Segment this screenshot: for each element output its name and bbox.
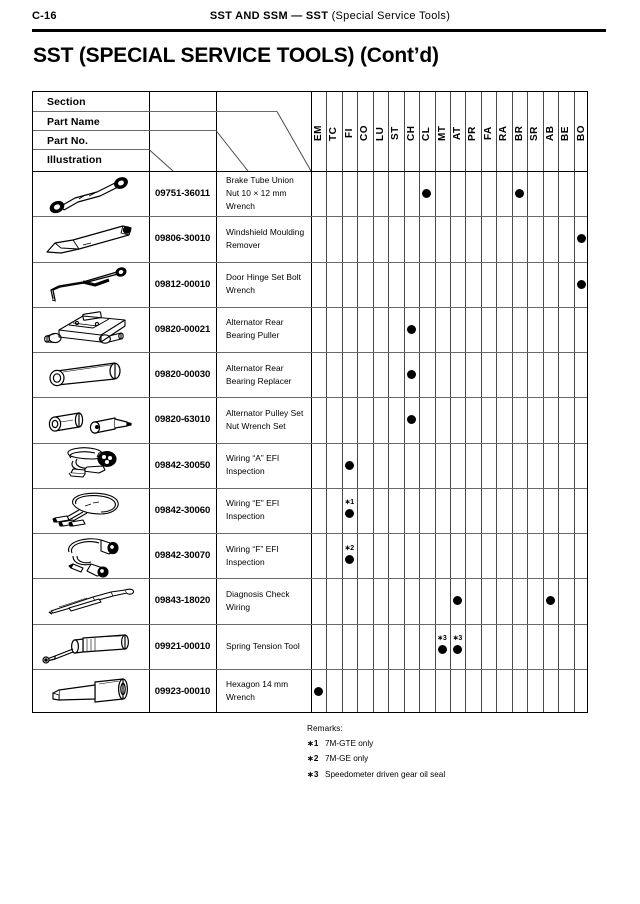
part-number: 09843-18020 <box>154 595 211 607</box>
remark-marker: ∗1 <box>307 739 319 749</box>
part-name: Windshield Moulding Remover <box>226 226 305 250</box>
corner-label-illustration: Illustration <box>47 154 102 166</box>
pulley-nut-wrench-icon <box>33 397 149 442</box>
running-head <box>32 10 588 28</box>
column-header-ch: CH <box>405 125 417 142</box>
part-number: 09923-00010 <box>154 685 211 697</box>
hinge-bolt-wrench-icon <box>33 262 149 307</box>
section-mark-dot <box>345 461 354 470</box>
moulding-remover-icon <box>33 216 149 261</box>
table-corner-header <box>33 92 311 171</box>
column-header-st: ST <box>390 126 402 141</box>
footnote-marker: ∗1 <box>344 499 354 507</box>
spring-tension-tool-icon <box>33 624 149 669</box>
column-header-br: BR <box>513 125 525 142</box>
running-head-title-main: SST AND SSM — SST <box>209 10 332 22</box>
part-name: Door Hinge Set Bolt Wrench <box>226 272 301 296</box>
column-header-sr: SR <box>529 126 541 141</box>
part-name: Alternator Pulley Set Nut Wrench Set <box>226 407 304 431</box>
column-header-tc: TC <box>328 126 340 141</box>
part-number: 09751-36011 <box>155 188 210 200</box>
part-name: Hexagon 14 mm Wrench <box>226 679 289 703</box>
column-header-be: BE <box>560 126 572 141</box>
wiring-e-harness-icon <box>33 488 149 533</box>
section-mark-dot <box>407 325 416 334</box>
section-mark-dot <box>577 280 586 289</box>
column-header-at: AT <box>452 126 464 141</box>
hexagon-wrench-icon <box>33 669 149 714</box>
offset-box-wrench-icon <box>33 171 149 216</box>
column-header-mt: MT <box>436 125 448 142</box>
remark-item <box>307 767 445 782</box>
part-number: 09806-30010 <box>154 233 211 245</box>
section-mark-dot <box>438 645 447 654</box>
column-header-em: EM <box>313 125 325 142</box>
diagnosis-check-wire-icon <box>33 578 149 623</box>
running-head-title-sub: (Special Service Tools) <box>331 10 451 22</box>
corner-label-part-name: Part Name <box>47 116 100 128</box>
part-number: 09921-00010 <box>154 640 211 652</box>
part-name: Alternator Rear Bearing Replacer <box>226 362 292 386</box>
page-number: C-16 <box>32 10 57 22</box>
part-name: Brake Tube Union Nut 10 × 12 mm Wrench <box>226 175 294 212</box>
part-number: 09820-00021 <box>154 323 211 335</box>
column-header-cl: CL <box>421 126 433 141</box>
footnote-marker: ∗3 <box>452 635 463 643</box>
column-header-ra: RA <box>498 125 510 142</box>
column-header-lu: LU <box>374 126 386 141</box>
part-name: Alternator Rear Bearing Puller <box>226 317 284 341</box>
bearing-replacer-icon <box>33 352 149 397</box>
part-name: Diagnosis Check Wiring <box>226 588 290 612</box>
part-number: 09842-30070 <box>154 550 211 562</box>
running-head-title <box>32 10 588 22</box>
footnote-marker: ∗3 <box>437 635 447 643</box>
part-name: Wiring “F” EFI Inspection <box>226 543 279 567</box>
section-mark-dot <box>345 555 354 564</box>
remark-marker: ∗2 <box>307 754 319 764</box>
part-number: 09842-30060 <box>154 504 211 516</box>
wiring-a-harness-icon <box>33 443 149 488</box>
header-rule <box>32 29 606 32</box>
remark-text: 7M-GTE only <box>325 739 374 749</box>
column-header-co: CO <box>359 125 371 142</box>
column-header-fa: FA <box>483 126 495 141</box>
remark-text: 7M-GE only <box>325 754 369 764</box>
part-name: Wiring “A” EFI Inspection <box>226 453 280 477</box>
remark-item <box>307 736 445 751</box>
part-number: 09820-00030 <box>154 369 211 381</box>
part-name: Wiring “E” EFI Inspection <box>226 498 280 522</box>
part-number: 09812-00010 <box>154 278 211 290</box>
part-number: 09820-63010 <box>154 414 211 426</box>
sst-table <box>32 91 588 713</box>
column-header-ab: AB <box>544 125 556 142</box>
column-header-bo: BO <box>575 125 587 142</box>
remarks-list <box>307 736 445 782</box>
part-number: 09842-30050 <box>154 459 211 471</box>
footnote-marker: ∗2 <box>344 544 354 552</box>
corner-label-part-no: Part No. <box>47 135 89 147</box>
remarks-title: Remarks: <box>307 724 343 733</box>
section-mark-dot <box>407 370 416 379</box>
bearing-puller-icon <box>33 307 149 352</box>
part-name: Spring Tension Tool <box>226 640 300 651</box>
wiring-f-harness-icon <box>33 533 149 578</box>
remark-item <box>307 751 445 766</box>
remark-marker: ∗3 <box>307 769 319 779</box>
remark-text: Speedometer driven gear oil seal <box>325 769 446 779</box>
remarks-block <box>307 721 445 782</box>
column-header-pr: PR <box>467 126 479 141</box>
page-title: SST (SPECIAL SERVICE TOOLS) (Cont’d) <box>33 44 439 67</box>
corner-label-section: Section <box>47 96 86 108</box>
column-header-fi: FI <box>344 128 356 139</box>
